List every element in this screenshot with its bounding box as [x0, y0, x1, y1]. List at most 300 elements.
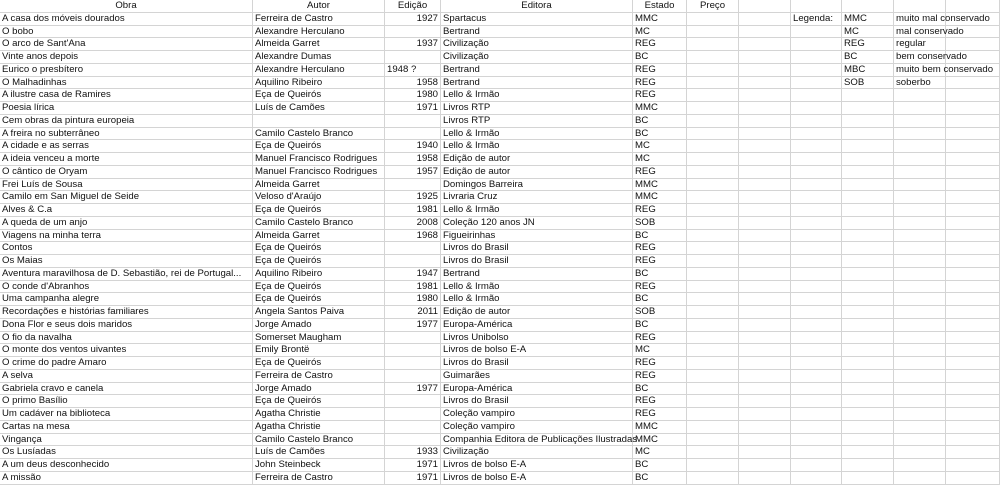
cell-preco[interactable] — [687, 408, 739, 421]
legend-code[interactable]: SOB — [842, 77, 894, 90]
cell-obra[interactable]: Alves & C.a — [0, 204, 253, 217]
cell-preco[interactable] — [687, 140, 739, 153]
empty-cell[interactable] — [894, 268, 946, 281]
empty-cell[interactable] — [946, 459, 1000, 472]
cell-estado[interactable]: REG — [633, 77, 687, 90]
empty-cell[interactable] — [791, 255, 842, 268]
cell-preco[interactable] — [687, 332, 739, 345]
cell-obra[interactable]: A um deus desconhecido — [0, 459, 253, 472]
cell-estado[interactable]: REG — [633, 281, 687, 294]
cell-autor[interactable]: Almeida Garret — [253, 38, 385, 51]
empty-cell[interactable] — [739, 89, 791, 102]
cell-edicao[interactable]: 1971 — [385, 472, 441, 485]
cell-estado[interactable]: BC — [633, 128, 687, 141]
empty-cell[interactable] — [946, 472, 1000, 485]
cell-preco[interactable] — [687, 166, 739, 179]
cell-estado[interactable]: MMC — [633, 102, 687, 115]
empty-cell[interactable] — [791, 446, 842, 459]
empty-cell[interactable] — [946, 357, 1000, 370]
cell-editora[interactable]: Domingos Barreira — [441, 179, 633, 192]
cell-editora[interactable]: Civilização — [441, 446, 633, 459]
cell-estado[interactable]: BC — [633, 268, 687, 281]
cell-obra[interactable]: Dona Flor e seus dois maridos — [0, 319, 253, 332]
empty-cell[interactable] — [946, 268, 1000, 281]
cell-edicao[interactable]: 1981 — [385, 204, 441, 217]
cell-editora[interactable]: Companhia Editora de Publicações Ilustradas — [443, 433, 638, 445]
cell-preco[interactable] — [687, 128, 739, 141]
empty-cell[interactable] — [791, 128, 842, 141]
empty-cell[interactable] — [842, 421, 894, 434]
cell-edicao[interactable]: 1957 — [385, 166, 441, 179]
empty-cell[interactable] — [739, 255, 791, 268]
cell-estado[interactable]: MMC — [633, 191, 687, 204]
cell-autor[interactable]: Camilo Castelo Branco — [253, 128, 385, 141]
empty-cell[interactable] — [791, 395, 842, 408]
cell-obra[interactable]: A cidade e as serras — [0, 140, 253, 153]
cell-edicao[interactable]: 1968 — [385, 230, 441, 243]
cell-obra[interactable]: O arco de Sant'Ana — [0, 38, 253, 51]
cell-autor[interactable]: Camilo Castelo Branco — [253, 217, 385, 230]
empty-cell[interactable] — [739, 242, 791, 255]
empty-cell[interactable] — [842, 357, 894, 370]
cell-estado[interactable]: MC — [633, 446, 687, 459]
legend-desc[interactable]: regular — [894, 38, 946, 51]
empty-cell[interactable] — [946, 102, 1000, 115]
header-estado[interactable]: Estado — [633, 0, 687, 13]
empty-cell[interactable] — [791, 383, 842, 396]
cell-edicao[interactable] — [385, 395, 441, 408]
cell-editora[interactable]: Figueirinhas — [441, 230, 633, 243]
empty-cell[interactable] — [739, 179, 791, 192]
empty-cell[interactable] — [842, 255, 894, 268]
cell-autor[interactable]: Eça de Queirós — [253, 204, 385, 217]
cell-preco[interactable] — [687, 344, 739, 357]
cell-edicao[interactable]: 1980 — [385, 293, 441, 306]
empty-cell[interactable] — [842, 0, 894, 13]
empty-cell[interactable] — [791, 77, 842, 90]
empty-cell[interactable] — [894, 89, 946, 102]
cell-autor[interactable]: Almeida Garret — [253, 179, 385, 192]
empty-cell[interactable] — [946, 319, 1000, 332]
empty-cell[interactable] — [842, 115, 894, 128]
cell-preco[interactable] — [687, 13, 739, 26]
empty-cell[interactable] — [894, 370, 946, 383]
empty-cell[interactable] — [894, 434, 946, 447]
empty-cell[interactable] — [791, 0, 842, 13]
cell-autor[interactable]: Alexandre Herculano — [253, 64, 385, 77]
cell-estado[interactable]: MMC — [633, 13, 687, 26]
empty-cell[interactable] — [791, 332, 842, 345]
cell-estado[interactable]: SOB — [633, 306, 687, 319]
empty-cell[interactable] — [739, 319, 791, 332]
cell-estado[interactable]: BC — [633, 383, 687, 396]
cell-editora[interactable]: Livros do Brasil — [441, 255, 633, 268]
cell-preco[interactable] — [687, 434, 739, 447]
cell-editora[interactable]: Guimarães — [441, 370, 633, 383]
cell-obra[interactable]: Gabriela cravo e canela — [0, 383, 253, 396]
empty-cell[interactable] — [842, 332, 894, 345]
cell-editora[interactable]: Livros do Brasil — [441, 357, 633, 370]
empty-cell[interactable] — [739, 13, 791, 26]
empty-cell[interactable] — [791, 153, 842, 166]
cell-preco[interactable] — [687, 370, 739, 383]
empty-cell[interactable] — [894, 217, 946, 230]
cell-estado[interactable]: REG — [633, 166, 687, 179]
cell-obra[interactable]: O crime do padre Amaro — [0, 357, 253, 370]
empty-cell[interactable] — [739, 153, 791, 166]
cell-estado[interactable]: MMC — [633, 421, 687, 434]
cell-edicao[interactable]: 1925 — [385, 191, 441, 204]
cell-preco[interactable] — [687, 472, 739, 485]
cell-editora[interactable]: Coleção vampiro — [441, 408, 633, 421]
cell-obra[interactable]: Eurico o presbítero — [0, 64, 253, 77]
empty-cell[interactable] — [842, 191, 894, 204]
empty-cell[interactable] — [894, 115, 946, 128]
cell-estado[interactable]: BC — [633, 230, 687, 243]
empty-cell[interactable] — [894, 0, 946, 13]
cell-preco[interactable] — [687, 281, 739, 294]
cell-obra[interactable]: A casa dos móveis dourados — [0, 13, 253, 26]
empty-cell[interactable] — [791, 242, 842, 255]
cell-edicao[interactable] — [385, 370, 441, 383]
empty-cell[interactable] — [739, 306, 791, 319]
cell-edicao[interactable] — [385, 408, 441, 421]
empty-cell[interactable] — [842, 281, 894, 294]
empty-cell[interactable] — [842, 446, 894, 459]
cell-obra[interactable]: O Malhadinhas — [0, 77, 253, 90]
cell-autor[interactable]: Agatha Christie — [253, 421, 385, 434]
empty-cell[interactable] — [739, 115, 791, 128]
cell-preco[interactable] — [687, 242, 739, 255]
cell-autor[interactable]: Manuel Francisco Rodrigues — [253, 153, 385, 166]
empty-cell[interactable] — [791, 421, 842, 434]
cell-obra[interactable]: A queda de um anjo — [0, 217, 253, 230]
cell-estado[interactable]: BC — [633, 459, 687, 472]
empty-cell[interactable] — [894, 179, 946, 192]
empty-cell[interactable] — [739, 230, 791, 243]
header-preco[interactable]: Preço — [687, 0, 739, 13]
empty-cell[interactable] — [739, 268, 791, 281]
empty-cell[interactable] — [739, 459, 791, 472]
cell-editora[interactable]: Lello & Irmão — [441, 204, 633, 217]
cell-autor[interactable]: Eça de Queirós — [253, 242, 385, 255]
legend-code[interactable]: MC — [842, 26, 894, 39]
empty-cell[interactable] — [842, 383, 894, 396]
empty-cell[interactable] — [739, 26, 791, 39]
empty-cell[interactable] — [842, 242, 894, 255]
empty-cell[interactable] — [946, 191, 1000, 204]
empty-cell[interactable] — [946, 370, 1000, 383]
empty-cell[interactable] — [946, 166, 1000, 179]
empty-cell[interactable] — [739, 383, 791, 396]
cell-autor[interactable]: Manuel Francisco Rodrigues — [253, 166, 385, 179]
empty-cell[interactable] — [946, 446, 1000, 459]
empty-cell[interactable] — [791, 26, 842, 39]
cell-obra[interactable]: Contos — [0, 242, 253, 255]
empty-cell[interactable] — [946, 217, 1000, 230]
empty-cell[interactable] — [894, 191, 946, 204]
legend-desc[interactable]: muito bem conservado — [896, 63, 994, 75]
empty-cell[interactable] — [842, 459, 894, 472]
empty-cell[interactable] — [946, 306, 1000, 319]
empty-cell[interactable] — [791, 281, 842, 294]
cell-estado[interactable]: BC — [633, 472, 687, 485]
cell-preco[interactable] — [687, 38, 739, 51]
cell-edicao[interactable]: 1948 ? — [385, 64, 441, 77]
cell-preco[interactable] — [687, 191, 739, 204]
cell-editora[interactable]: Bertrand — [441, 268, 633, 281]
cell-autor[interactable]: Somerset Maugham — [253, 332, 385, 345]
cell-preco[interactable] — [687, 89, 739, 102]
empty-cell[interactable] — [791, 293, 842, 306]
empty-cell[interactable] — [791, 357, 842, 370]
cell-editora[interactable]: Civilização — [441, 51, 633, 64]
cell-obra[interactable]: A ideia venceu a morte — [0, 153, 253, 166]
cell-editora[interactable]: Livros RTP — [441, 102, 633, 115]
empty-cell[interactable] — [791, 115, 842, 128]
cell-estado[interactable]: REG — [633, 38, 687, 51]
empty-cell[interactable] — [946, 395, 1000, 408]
cell-estado[interactable]: REG — [633, 332, 687, 345]
cell-autor[interactable]: Alexandre Herculano — [253, 26, 385, 39]
empty-cell[interactable] — [791, 319, 842, 332]
cell-preco[interactable] — [687, 77, 739, 90]
legend-desc[interactable]: bem conservado — [896, 51, 967, 62]
empty-cell[interactable] — [946, 89, 1000, 102]
empty-cell[interactable] — [791, 191, 842, 204]
empty-cell[interactable] — [842, 204, 894, 217]
cell-preco[interactable] — [687, 204, 739, 217]
cell-preco[interactable] — [687, 153, 739, 166]
cell-editora[interactable]: Lello & Irmão — [441, 281, 633, 294]
cell-obra[interactable]: Cartas na mesa — [0, 421, 253, 434]
empty-cell[interactable] — [842, 268, 894, 281]
cell-estado[interactable]: MC — [633, 153, 687, 166]
empty-cell[interactable] — [946, 421, 1000, 434]
cell-obra[interactable]: Aventura maravilhosa de D. Sebastião, rei de Portugal... — [0, 268, 253, 281]
cell-preco[interactable] — [687, 459, 739, 472]
cell-preco[interactable] — [687, 293, 739, 306]
cell-editora[interactable]: Livros de bolso E-A — [441, 459, 633, 472]
cell-preco[interactable] — [687, 319, 739, 332]
empty-cell[interactable] — [894, 204, 946, 217]
cell-estado[interactable]: BC — [633, 293, 687, 306]
cell-edicao[interactable] — [385, 255, 441, 268]
empty-cell[interactable] — [791, 166, 842, 179]
cell-obra[interactable]: Os Maias — [0, 255, 253, 268]
cell-preco[interactable] — [687, 217, 739, 230]
cell-edicao[interactable]: 2011 — [385, 306, 441, 319]
cell-editora[interactable]: Europa-América — [441, 319, 633, 332]
cell-editora[interactable]: Lello & Irmão — [441, 89, 633, 102]
cell-editora[interactable]: Spartacus — [441, 13, 633, 26]
empty-cell[interactable] — [791, 204, 842, 217]
legend-desc[interactable]: muito mal conservado — [896, 12, 990, 24]
cell-preco[interactable] — [687, 446, 739, 459]
cell-editora[interactable]: Livros Unibolso — [441, 332, 633, 345]
legend-code[interactable]: BC — [842, 51, 894, 64]
cell-preco[interactable] — [687, 102, 739, 115]
cell-autor[interactable] — [253, 115, 385, 128]
cell-obra[interactable]: Um cadáver na biblioteca — [0, 408, 253, 421]
empty-cell[interactable] — [842, 344, 894, 357]
cell-obra[interactable]: Os Lusíadas — [0, 446, 253, 459]
cell-edicao[interactable] — [385, 115, 441, 128]
empty-cell[interactable] — [739, 38, 791, 51]
cell-obra[interactable]: Poesia lírica — [0, 102, 253, 115]
empty-cell[interactable] — [842, 319, 894, 332]
cell-obra[interactable]: A freira no subterrâneo — [0, 128, 253, 141]
legend-label[interactable]: Legenda: — [791, 13, 842, 26]
cell-edicao[interactable] — [385, 51, 441, 64]
empty-cell[interactable] — [791, 230, 842, 243]
empty-cell[interactable] — [946, 115, 1000, 128]
cell-editora[interactable]: Edição de autor — [441, 306, 633, 319]
empty-cell[interactable] — [739, 64, 791, 77]
empty-cell[interactable] — [842, 89, 894, 102]
empty-cell[interactable] — [842, 230, 894, 243]
empty-cell[interactable] — [894, 344, 946, 357]
empty-cell[interactable] — [894, 446, 946, 459]
empty-cell[interactable] — [894, 102, 946, 115]
cell-editora[interactable]: Bertrand — [441, 64, 633, 77]
cell-edicao[interactable]: 1958 — [385, 153, 441, 166]
cell-edicao[interactable] — [385, 242, 441, 255]
cell-edicao[interactable] — [385, 128, 441, 141]
empty-cell[interactable] — [739, 217, 791, 230]
cell-edicao[interactable]: 1933 — [385, 446, 441, 459]
empty-cell[interactable] — [894, 166, 946, 179]
cell-edicao[interactable] — [385, 344, 441, 357]
cell-autor[interactable]: Ferreira de Castro — [253, 370, 385, 383]
cell-autor[interactable]: Eça de Queirós — [253, 357, 385, 370]
empty-cell[interactable] — [739, 357, 791, 370]
cell-editora[interactable]: Edição de autor — [441, 153, 633, 166]
legend-code[interactable]: MMC — [842, 13, 894, 26]
empty-cell[interactable] — [946, 153, 1000, 166]
empty-cell[interactable] — [739, 408, 791, 421]
cell-preco[interactable] — [687, 115, 739, 128]
empty-cell[interactable] — [791, 306, 842, 319]
empty-cell[interactable] — [791, 217, 842, 230]
empty-cell[interactable] — [842, 217, 894, 230]
cell-estado[interactable]: MMC — [633, 434, 687, 447]
cell-edicao[interactable] — [385, 332, 441, 345]
cell-editora[interactable]: Coleção vampiro — [441, 421, 633, 434]
empty-cell[interactable] — [842, 408, 894, 421]
cell-autor[interactable]: Eça de Queirós — [253, 140, 385, 153]
empty-cell[interactable] — [842, 370, 894, 383]
empty-cell[interactable] — [739, 446, 791, 459]
cell-autor[interactable]: Emily Brontë — [253, 344, 385, 357]
empty-cell[interactable] — [946, 77, 1000, 90]
cell-autor[interactable]: Aquilino Ribeiro — [253, 77, 385, 90]
empty-cell[interactable] — [894, 421, 946, 434]
cell-autor[interactable]: Camilo Castelo Branco — [253, 434, 385, 447]
cell-editora[interactable]: Bertrand — [441, 26, 633, 39]
empty-cell[interactable] — [791, 89, 842, 102]
empty-cell[interactable] — [739, 102, 791, 115]
empty-cell[interactable] — [946, 332, 1000, 345]
cell-estado[interactable]: BC — [633, 51, 687, 64]
cell-obra[interactable]: O conde d'Abranhos — [0, 281, 253, 294]
cell-obra[interactable]: Recordações e histórias familiares — [0, 306, 253, 319]
empty-cell[interactable] — [894, 383, 946, 396]
cell-preco[interactable] — [687, 395, 739, 408]
cell-estado[interactable]: REG — [633, 370, 687, 383]
cell-autor[interactable]: Alexandre Dumas — [253, 51, 385, 64]
header-autor[interactable]: Autor — [253, 0, 385, 13]
header-obra[interactable]: Obra — [0, 0, 253, 13]
empty-cell[interactable] — [842, 153, 894, 166]
cell-preco[interactable] — [687, 421, 739, 434]
cell-estado[interactable]: BC — [633, 319, 687, 332]
cell-autor[interactable]: Ferreira de Castro — [253, 13, 385, 26]
cell-editora[interactable]: Livros do Brasil — [441, 395, 633, 408]
cell-edicao[interactable] — [385, 179, 441, 192]
cell-edicao[interactable] — [385, 434, 441, 447]
empty-cell[interactable] — [739, 281, 791, 294]
cell-edicao[interactable]: 2008 — [385, 217, 441, 230]
cell-autor[interactable]: Ferreira de Castro — [253, 472, 385, 485]
empty-cell[interactable] — [894, 332, 946, 345]
cell-obra[interactable]: O primo Basílio — [0, 395, 253, 408]
cell-obra[interactable]: Vinte anos depois — [0, 51, 253, 64]
cell-preco[interactable] — [687, 26, 739, 39]
cell-obra[interactable]: Viagens na minha terra — [0, 230, 253, 243]
cell-obra[interactable]: O cântico de Oryam — [0, 166, 253, 179]
empty-cell[interactable] — [946, 242, 1000, 255]
empty-cell[interactable] — [894, 153, 946, 166]
empty-cell[interactable] — [739, 344, 791, 357]
empty-cell[interactable] — [842, 434, 894, 447]
cell-edicao[interactable]: 1971 — [385, 102, 441, 115]
legend-desc[interactable]: soberbo — [894, 77, 946, 90]
empty-cell[interactable] — [739, 332, 791, 345]
empty-cell[interactable] — [894, 242, 946, 255]
cell-obra[interactable]: Frei Luís de Sousa — [0, 179, 253, 192]
cell-preco[interactable] — [687, 268, 739, 281]
empty-cell[interactable] — [946, 344, 1000, 357]
empty-cell[interactable] — [791, 408, 842, 421]
cell-editora[interactable]: Civilização — [441, 38, 633, 51]
empty-cell[interactable] — [739, 51, 791, 64]
cell-obra[interactable]: O monte dos ventos uivantes — [0, 344, 253, 357]
cell-edicao[interactable]: 1958 — [385, 77, 441, 90]
empty-cell[interactable] — [894, 140, 946, 153]
empty-cell[interactable] — [791, 268, 842, 281]
header-editora[interactable]: Editora — [441, 0, 633, 13]
empty-cell[interactable] — [739, 434, 791, 447]
empty-cell[interactable] — [842, 472, 894, 485]
cell-edicao[interactable]: 1940 — [385, 140, 441, 153]
empty-cell[interactable] — [946, 383, 1000, 396]
empty-cell[interactable] — [739, 395, 791, 408]
empty-cell[interactable] — [894, 357, 946, 370]
empty-cell[interactable] — [842, 166, 894, 179]
cell-estado[interactable]: MC — [633, 344, 687, 357]
cell-obra[interactable]: Cem obras da pintura europeia — [0, 115, 253, 128]
empty-cell[interactable] — [894, 319, 946, 332]
empty-cell[interactable] — [894, 230, 946, 243]
cell-estado[interactable]: REG — [633, 408, 687, 421]
empty-cell[interactable] — [791, 472, 842, 485]
empty-cell[interactable] — [894, 306, 946, 319]
cell-editora[interactable]: Livros RTP — [441, 115, 633, 128]
empty-cell[interactable] — [739, 204, 791, 217]
empty-cell[interactable] — [739, 293, 791, 306]
empty-cell[interactable] — [946, 255, 1000, 268]
